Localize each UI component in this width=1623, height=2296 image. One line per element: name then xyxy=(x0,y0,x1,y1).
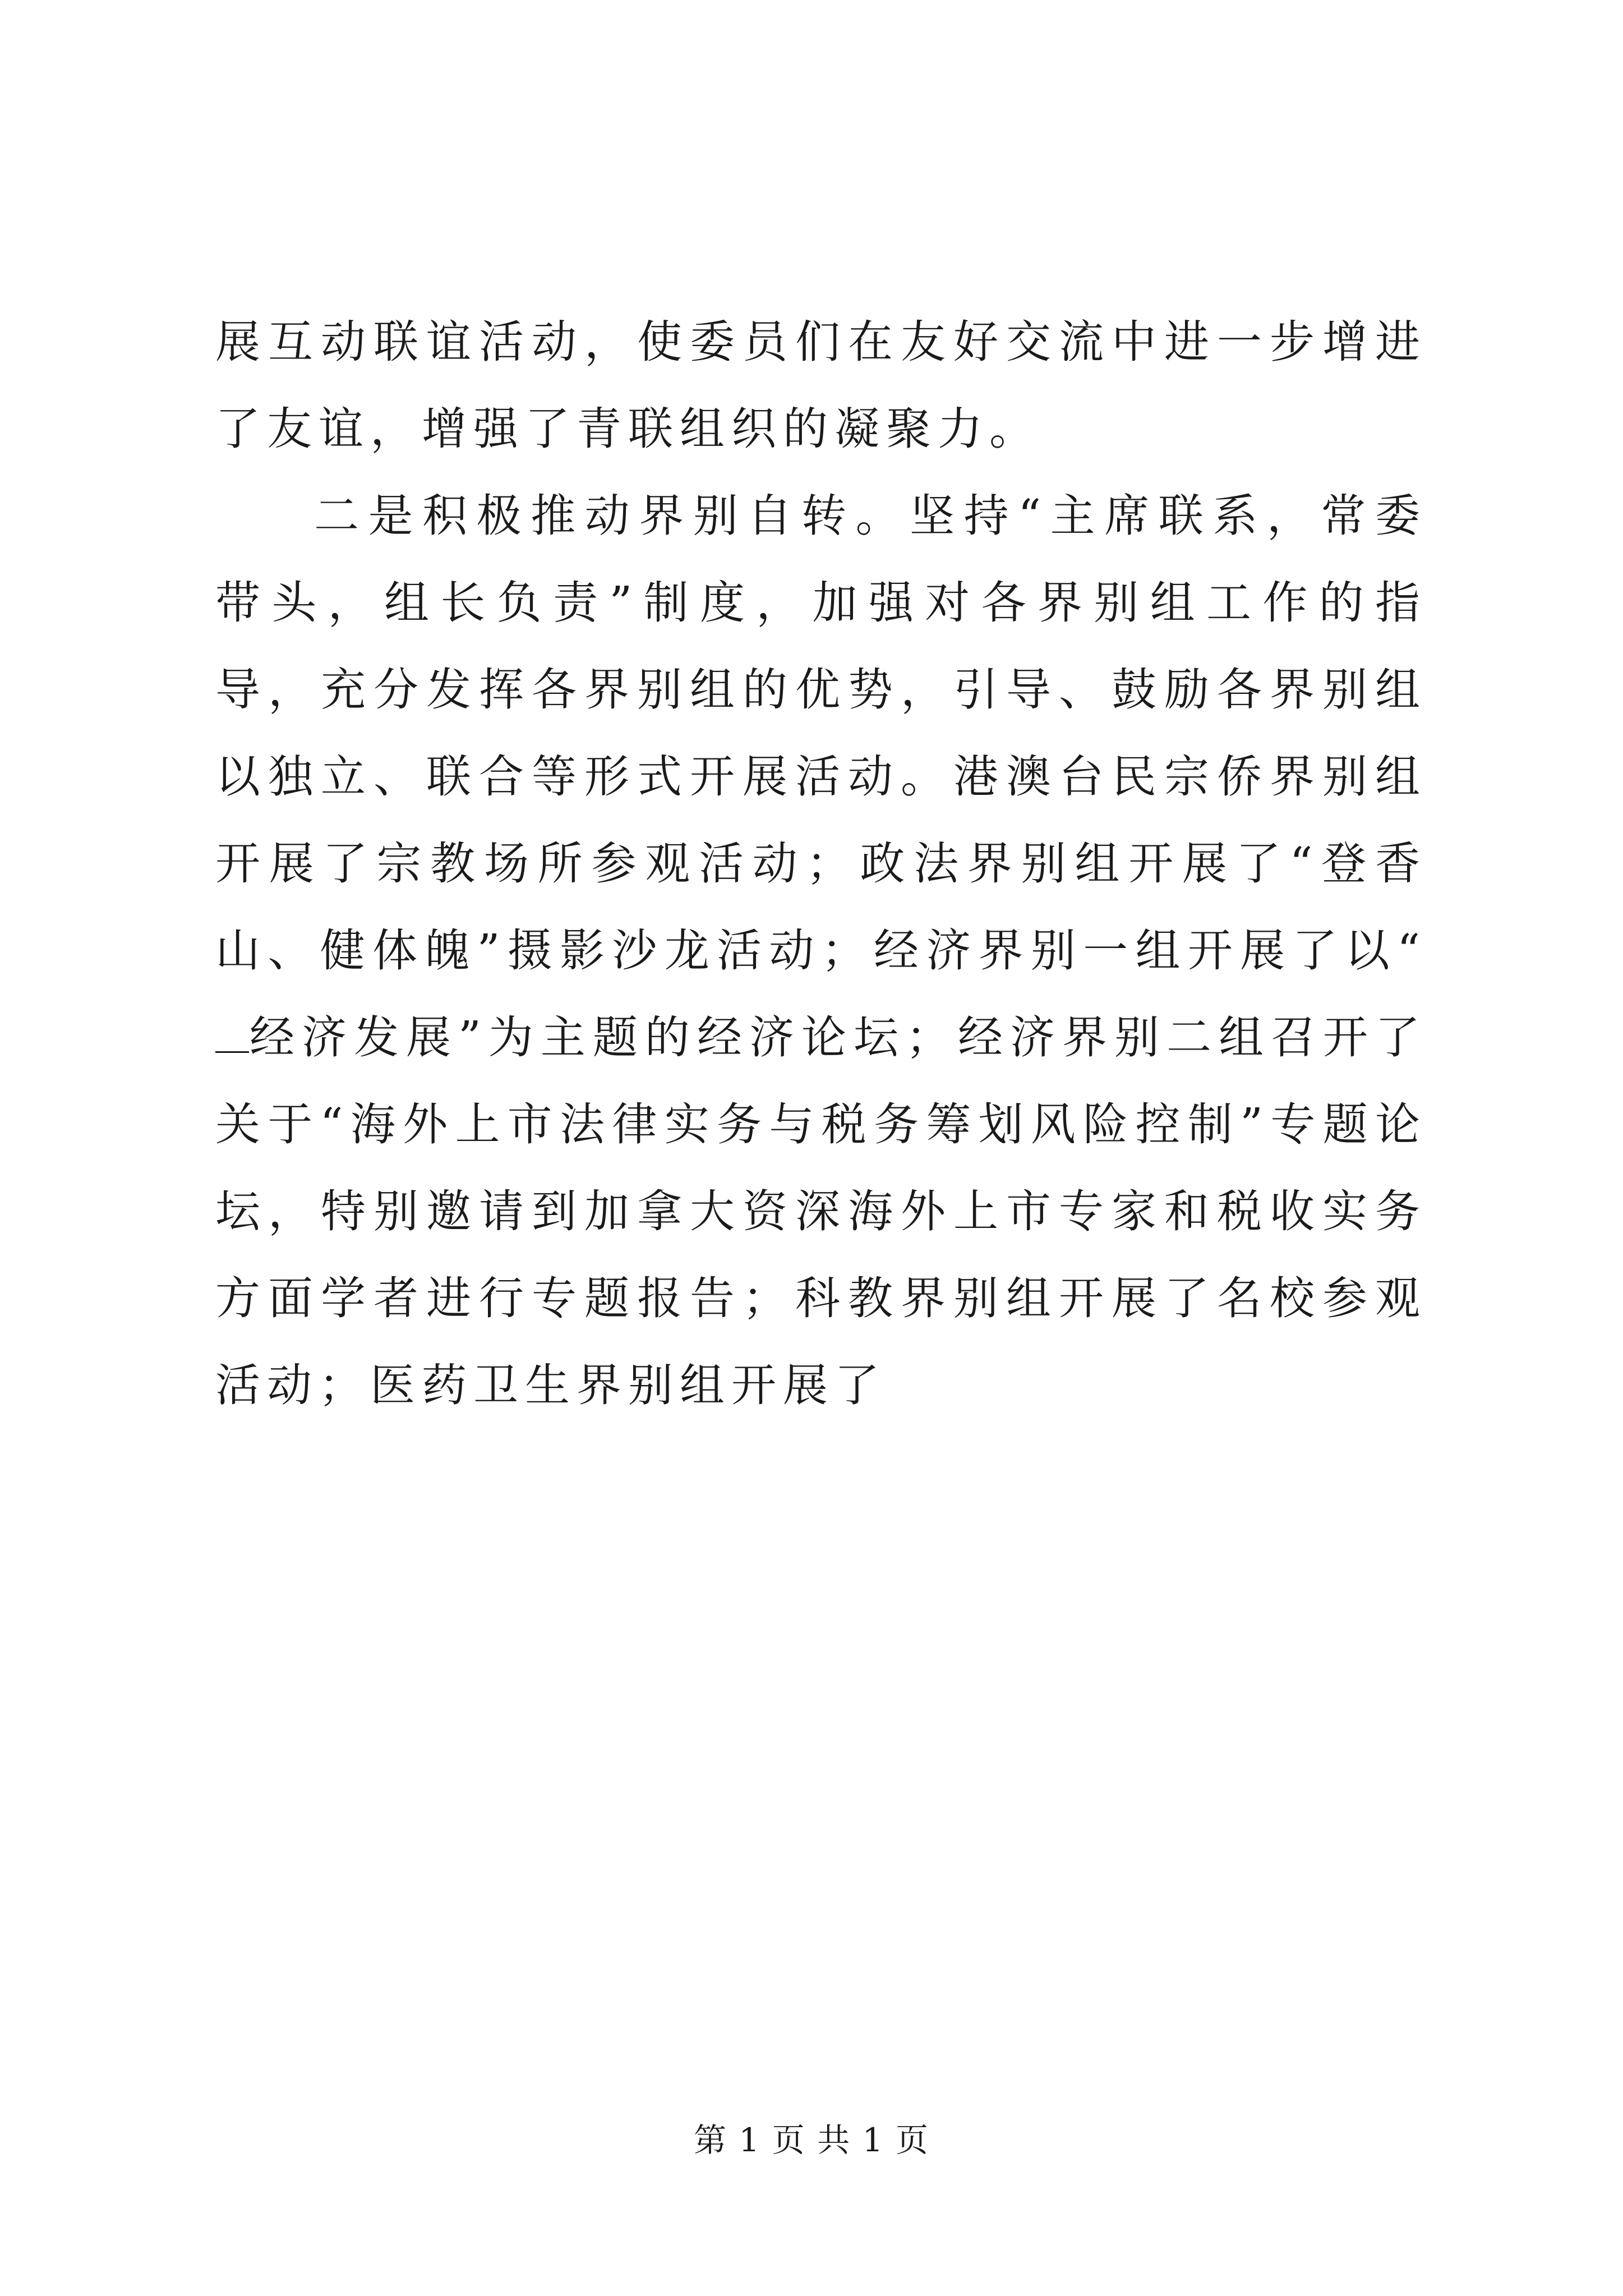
paragraph-1: 展互动联谊活动，使委员们在友好交流中进一步增进了友谊，增强了青联组织的凝聚力。 xyxy=(215,316,1427,455)
page-number-footer: 第 1 页 共 1 页 xyxy=(694,2121,929,2159)
paragraph-2 xyxy=(215,472,1427,1429)
body-text xyxy=(215,298,1427,1429)
paragraph-2-part-1: 二是积极推动界别自转。坚持“主席联系，常委带头，组长负责”制度，加强对各界别组工作的指导，充分发挥各界别组的优势，引导、鼓励各界别组以独立、联合等形式开展活动。港澳台民宗侨界别组开展了宗教场所参观活动；政法界别组开展了“登香山、健体魄”摄影沙龙活动；经济界别一组开展了以“ xyxy=(215,490,1427,977)
fill-in-blank xyxy=(215,1011,249,1053)
paragraph-2-part-2: 经济发展”为主题的经济论坛；经济界别二组召开了关于“海外上市法律实务与税务筹划风险控制”专题论坛，特别邀请到加拿大资深海外上市专家和税收实务方面学者进行专题报告；科教界别组开展了名校参观活动；医药卫生界别组开展了 xyxy=(215,1011,1427,1411)
